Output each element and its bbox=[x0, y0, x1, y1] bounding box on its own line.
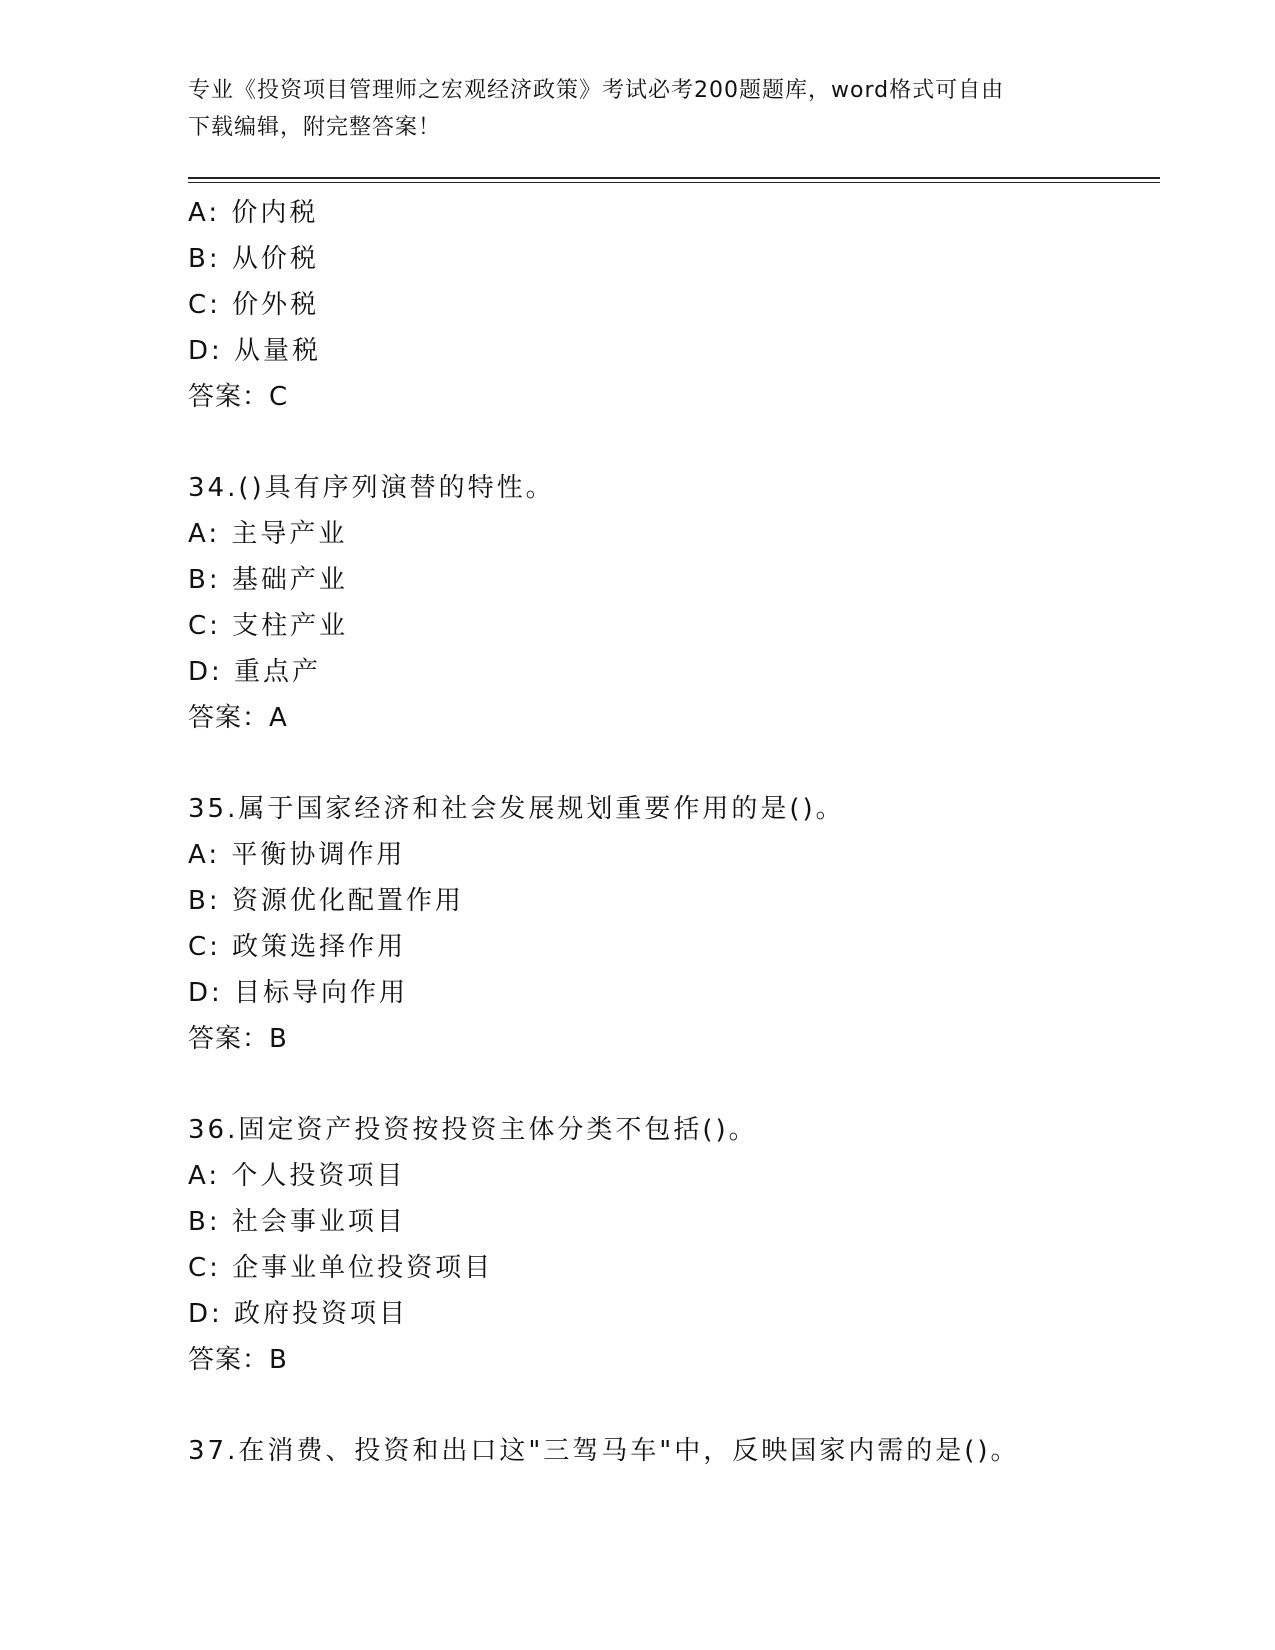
question-text: 34.()具有序列演替的特性。 bbox=[188, 473, 555, 503]
answer-line: 答案：C bbox=[188, 382, 289, 412]
answer-line: 答案：B bbox=[188, 1345, 288, 1375]
option-c: C: 支柱产业 bbox=[188, 611, 349, 641]
spacer bbox=[188, 420, 1148, 465]
option-c: C: 企事业单位投资项目 bbox=[188, 1253, 494, 1283]
question-37 bbox=[188, 1428, 1148, 1474]
option-b: B: 基础产业 bbox=[188, 565, 348, 595]
answer-line: 答案：A bbox=[188, 703, 288, 733]
option-d: D: 目标导向作用 bbox=[188, 978, 409, 1008]
option-d: D: 重点产 bbox=[188, 657, 322, 687]
question-34 bbox=[188, 465, 1148, 741]
option-a: A: 平衡协调作用 bbox=[188, 840, 406, 870]
option-b: B: 资源优化配置作用 bbox=[188, 886, 464, 916]
spacer bbox=[188, 741, 1148, 786]
spacer bbox=[188, 1383, 1148, 1428]
question-text: 36.固定资产投资按投资主体分类不包括()。 bbox=[188, 1115, 758, 1145]
option-a: A: 价内税 bbox=[188, 198, 319, 228]
option-b: B: 社会事业项目 bbox=[188, 1207, 406, 1237]
option-d: D: 从量税 bbox=[188, 336, 322, 366]
option-a: A: 主导产业 bbox=[188, 519, 348, 549]
question-list bbox=[188, 190, 1148, 1474]
question-35 bbox=[188, 786, 1148, 1062]
header-rule-thin bbox=[188, 182, 1160, 183]
question-text: 35.属于国家经济和社会发展规划重要作用的是()。 bbox=[188, 794, 845, 824]
question-36 bbox=[188, 1107, 1148, 1383]
option-c: C: 价外税 bbox=[188, 290, 320, 320]
spacer bbox=[188, 1062, 1148, 1107]
header-rule-thick bbox=[188, 177, 1160, 179]
option-c: C: 政策选择作用 bbox=[188, 932, 407, 962]
question-text: 37.在消费、投资和出口这"三驾马车"中，反映国家内需的是()。 bbox=[188, 1436, 1020, 1466]
document-header bbox=[188, 72, 1088, 146]
header-line-2: 下载编辑，附完整答案！ bbox=[188, 115, 442, 140]
answer-line: 答案：B bbox=[188, 1024, 288, 1054]
option-b: B: 从价税 bbox=[188, 244, 319, 274]
option-d: D: 政府投资项目 bbox=[188, 1299, 409, 1329]
option-a: A: 个人投资项目 bbox=[188, 1161, 406, 1191]
header-line-1: 专业《投资项目管理师之宏观经济政策》考试必考200题题库，word格式可自由 bbox=[188, 78, 1005, 103]
question-33 bbox=[188, 190, 1148, 420]
